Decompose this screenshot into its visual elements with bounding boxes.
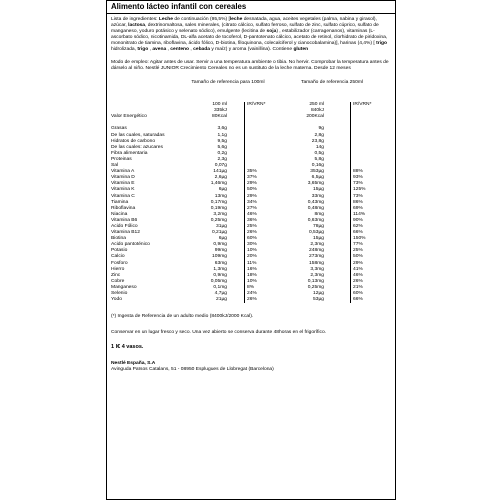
value-250ml: 5,8g [314, 156, 324, 162]
allergen-highlight: trigo [137, 47, 149, 53]
reference-100ml-label: Tamaño de referencia para 100ml [191, 80, 265, 86]
value-250ml: 23,8g [311, 138, 324, 144]
vrn-250ml: 77% [353, 242, 363, 248]
vrn-250ml: 93% [353, 175, 363, 181]
vrn-100ml: 29% [247, 193, 257, 199]
vrn-250ml: 29% [353, 260, 363, 266]
allergen-highlight: gluten [293, 47, 309, 53]
value-100ml: 31µg [216, 223, 227, 229]
allergen-highlight: avena [152, 47, 167, 53]
value-100ml: 1,1g [217, 132, 227, 138]
ingredient-text: , dextrinomaltosa, sales minerales, (citrato cálcico, sulfato ferroso, sulfato de zinc, sulfato cúprico, sulfato de manganeso, yoduro potásico y selenato sódico), emulgente (lecitina de [111, 23, 379, 35]
nutrient-name: Tiamina [111, 199, 129, 205]
nutrient-name: Proteinas [111, 156, 132, 162]
vrn-100ml: 11% [247, 260, 257, 266]
vrn-250ml: 69% [353, 205, 363, 211]
value-250ml: 0,53µg [308, 230, 324, 236]
vrn-100ml: 10% [247, 248, 257, 254]
usage-instructions: Modo de empleo: Agitar antes de usar. Servir a una temperatura ambiente o tibia. No hervir. Comprobar la temperatura antes de dárselo al niño. Nestlé JUNIOR Crecimiento Cereales no es un sustituto de la leche materna. Desde 12 meses [111, 60, 389, 72]
vrn-100ml: 20% [247, 254, 257, 260]
nutrient-name: Vitamina A [111, 169, 135, 175]
vrn-100ml: 26% [247, 297, 257, 303]
nutrient-name: Yodo [111, 297, 122, 303]
nutrient-name: Calcio [111, 254, 125, 260]
energy-250ml-kj: 840kJ [310, 108, 324, 114]
value-250ml: 3,65mg [307, 181, 324, 187]
vrn-100ml: 24% [247, 291, 257, 296]
vrn-100ml: 26% [247, 230, 257, 236]
value-100ml: 1,3mg [213, 266, 227, 272]
ingredient-text: de continuación (95,5%) [ [173, 17, 230, 22]
ingredient-text: desnatada, agua, aceites vegetales (palma, nabina y girasol), azúcar, [111, 17, 377, 29]
vrn-250ml: 73% [353, 181, 363, 187]
vrn-100ml: 16% [247, 266, 257, 272]
allergen-highlight: centeno [170, 47, 190, 53]
vrn-250ml: 41% [353, 266, 363, 272]
product-label [106, 0, 396, 500]
nutrient-name: Vitamina D [111, 175, 135, 181]
vrn-250ml: 60% [353, 291, 363, 296]
value-100ml: 9,5g [217, 138, 227, 144]
value-100ml: 63mg [214, 260, 227, 266]
value-100ml: 0,25mg [210, 217, 227, 223]
vrn-100ml: 30% [247, 242, 257, 248]
value-250ml: 12µg [313, 291, 324, 296]
product-title: Alimento lácteo infantil con cereales [107, 1, 395, 14]
nutrient-name: Fibra alimentaria [111, 150, 148, 156]
ingredients-list [107, 14, 395, 53]
nutrient-name: Manganeso [111, 284, 137, 290]
nutrient-name: Niacina [111, 211, 128, 217]
vrn-100ml: 60% [247, 236, 257, 242]
vrn-100ml: 36% [247, 217, 257, 223]
vrn-250ml: 62% [353, 223, 363, 229]
nutrient-name: Vitamina K [111, 187, 135, 193]
vrn-100ml-heading: IR/VRN* [247, 102, 266, 108]
value-100ml: 3,6g [217, 126, 227, 132]
nutrient-rows [107, 126, 395, 303]
value-100ml: 0,2g [217, 150, 227, 156]
value-250ml: 9g [318, 126, 324, 132]
value-100ml: 2,6µg [214, 175, 227, 181]
value-250ml: 0,25mg [307, 284, 324, 290]
value-100ml: 0,19mg [210, 205, 227, 211]
value-100ml: 109mg [212, 254, 227, 260]
energy-100ml-kcal: 80Kcal [212, 114, 227, 120]
value-100ml: 4,7µg [214, 291, 227, 296]
ingredient-text: y maíz) y aroma (vainillina). Contiene [209, 47, 294, 53]
nutrient-name: De las cuales, saturadas [111, 132, 165, 138]
allergen-highlight: lactosa [128, 23, 145, 29]
nutrient-row [107, 297, 395, 303]
nutrient-name: Zinc [111, 272, 121, 278]
nutrient-name: Hierro [111, 266, 125, 272]
nutrient-name: Riboflavina [111, 205, 136, 211]
nutrient-name: Grasas [111, 126, 127, 132]
vrn-100ml: 34% [247, 199, 257, 205]
vrn-250ml: 114% [353, 211, 366, 217]
value-100ml: 6µg [218, 187, 227, 193]
energy-100ml-kj: 335kJ [213, 108, 227, 114]
value-250ml: 353µg [310, 169, 324, 175]
value-100ml: 6µg [218, 236, 227, 242]
vrn-250ml: 26% [353, 278, 363, 284]
vrn-250ml: 150% [353, 236, 366, 242]
allergen-highlight: leche [229, 17, 243, 22]
value-100ml: 0,1mg [213, 284, 227, 290]
vrn-250ml: 125% [353, 187, 366, 193]
vrn-100ml: 35% [247, 169, 257, 175]
value-250ml: 2,8g [314, 132, 324, 138]
unit-250ml: 250 ml [309, 102, 324, 108]
vrn-100ml: 50% [247, 187, 257, 193]
column-divider [350, 102, 351, 303]
vrn-100ml: 27% [247, 205, 257, 211]
value-250ml: 248mg [309, 248, 324, 254]
nutrient-name: Vitamina E [111, 181, 135, 187]
value-250ml: 33mg [311, 193, 324, 199]
unit-100ml: 100 ml [212, 102, 227, 108]
nutrient-name: Potasio [111, 248, 128, 254]
company-address: Avinguda Països Catalans, 51 - 08950 Esplugues de Llobregat (Barcelona) [111, 367, 274, 373]
content-quantity: 1 l€ 4 vasos. [111, 344, 144, 351]
energy-250ml-kcal: 200Kcal [306, 114, 324, 120]
allergen-highlight: cebada [193, 47, 210, 53]
nutrient-name: Acido Fólico [111, 223, 138, 229]
nutrient-name: Cobre [111, 278, 125, 284]
value-250ml: 0,43mg [307, 199, 324, 205]
value-250ml: 14g [315, 144, 324, 150]
energy-250ml [306, 108, 324, 120]
ingredient-text: , [189, 47, 194, 53]
vrn-250ml: 90% [353, 217, 363, 223]
value-250ml: 158mg [309, 260, 324, 266]
vrn-250ml: 21% [353, 284, 363, 290]
value-100ml: 0,21µg [211, 230, 227, 236]
value-100ml: 141µg [213, 169, 227, 175]
nutrient-name: Fosforo [111, 260, 128, 266]
vrn-250ml-heading: IR/VRN* [353, 102, 372, 108]
value-250ml: 0,5g [314, 150, 324, 156]
nutrient-name: Selenio [111, 291, 128, 296]
value-250ml: 15µg [313, 187, 324, 193]
nutrient-name: Biotina [111, 236, 126, 242]
value-250ml: 0,48mg [307, 205, 324, 211]
energy-label: Valor Energético [111, 114, 147, 120]
vrn-250ml: 86% [353, 199, 363, 205]
value-100ml: 0,05mg [210, 278, 227, 284]
nutrient-name: Vitamina B12 [111, 230, 140, 236]
value-250ml: 8mg [314, 211, 324, 217]
reference-250ml-label: Tamaño de referencia 250ml [301, 80, 363, 86]
value-250ml: 0,63mg [307, 217, 324, 223]
value-100ml: 21µg [216, 297, 227, 303]
value-100ml: 99mg [214, 248, 227, 254]
nutrition-table [107, 102, 395, 303]
value-250ml: 273mg [309, 254, 324, 260]
nutrient-name: De las cuales: azucares [111, 144, 163, 150]
ingredient-text: , [148, 47, 153, 53]
vrn-250ml: 66% [353, 230, 363, 236]
allergen-highlight: trigo [376, 41, 387, 47]
company-info [107, 361, 395, 374]
value-250ml: 0,16g [311, 163, 324, 169]
ingredient-text: , [166, 47, 171, 53]
vrn-100ml: 10% [247, 278, 257, 284]
value-100ml: 0,9mg [213, 272, 227, 278]
nutrient-name: Acido pantoténico [111, 242, 150, 248]
vrn-100ml: 25% [247, 223, 257, 229]
value-100ml: 0,9mg [213, 242, 227, 248]
energy-row [107, 108, 395, 126]
column-divider [244, 102, 245, 303]
value-100ml: 3,2mg [213, 211, 227, 217]
allergen-highlight: Leche [158, 17, 173, 22]
value-250ml: 15µg [313, 236, 324, 242]
vrn-100ml: 29% [247, 181, 257, 187]
vrn-250ml: 46% [353, 272, 363, 278]
value-250ml: 2,3mg [310, 272, 324, 278]
vrn-100ml: 37% [247, 175, 257, 181]
nutrition-header [107, 80, 395, 102]
value-250ml: 53µg [313, 297, 324, 303]
vrn-100ml: 46% [247, 211, 257, 217]
nutrient-name: Vitamina B6 [111, 217, 138, 223]
vrn-100ml: 18% [247, 272, 257, 278]
nutrient-name: Sal [111, 163, 119, 169]
nutrient-name: Vitamina C [111, 193, 135, 199]
storage-instructions: Conservar en un lugar fresco y seco. Una vez abierto se conserva durante 48horas en el frigorífico. [111, 330, 327, 336]
ingredient-text: Lista de ingredientes: [111, 17, 159, 22]
value-100ml: 5,6g [217, 144, 227, 150]
value-250ml: 3,3mg [310, 266, 324, 272]
value-100ml: 1,46mg [210, 181, 227, 187]
value-100ml: 0,17mg [210, 199, 227, 205]
value-100ml: 0,07g [214, 163, 227, 169]
ingredient-text: hidrolizada, [111, 47, 138, 53]
value-250ml: 78µg [313, 223, 324, 229]
nutrient-name: Hidratos de carbono [111, 138, 156, 144]
company-name: Nestlé España, S.A [111, 361, 156, 367]
value-250ml: 2,3mg [310, 242, 324, 248]
value-100ml: 13mg [214, 193, 227, 199]
value-250ml: 0,13mg [307, 278, 324, 284]
vrn-250ml: 66% [353, 297, 363, 303]
value-100ml: 2,3g [217, 156, 227, 162]
allergen-highlight: soja [266, 29, 277, 35]
energy-100ml [212, 108, 227, 120]
vrn-250ml: 88% [353, 169, 363, 175]
vrn-250ml: 73% [353, 193, 363, 199]
vrn-250ml: 50% [353, 254, 363, 260]
value-250ml: 6,5µg [311, 175, 324, 181]
reference-intake-footnote: (*) Ingesta de Referencia de un adulto medio (8400kJ/2000 Kcal). [111, 314, 254, 320]
vrn-250ml: 25% [353, 248, 363, 254]
vrn-100ml: 8% [247, 284, 255, 290]
ingredient-text: ) , estabilizador (carragenanos), vitaminas (L-ascorbato sódico, nicotinamida, DL-alfa acetato de tocoferol, D-pantotenato cálcico, acetato de retinol, clorhidrato de piridoxina, mononitrato de tiamina, riboflavina, ácido fólico, D-biotina, filoquinona, colecalciferol y cianocobalamina)], harinas (4,4%) [ [111, 29, 388, 47]
